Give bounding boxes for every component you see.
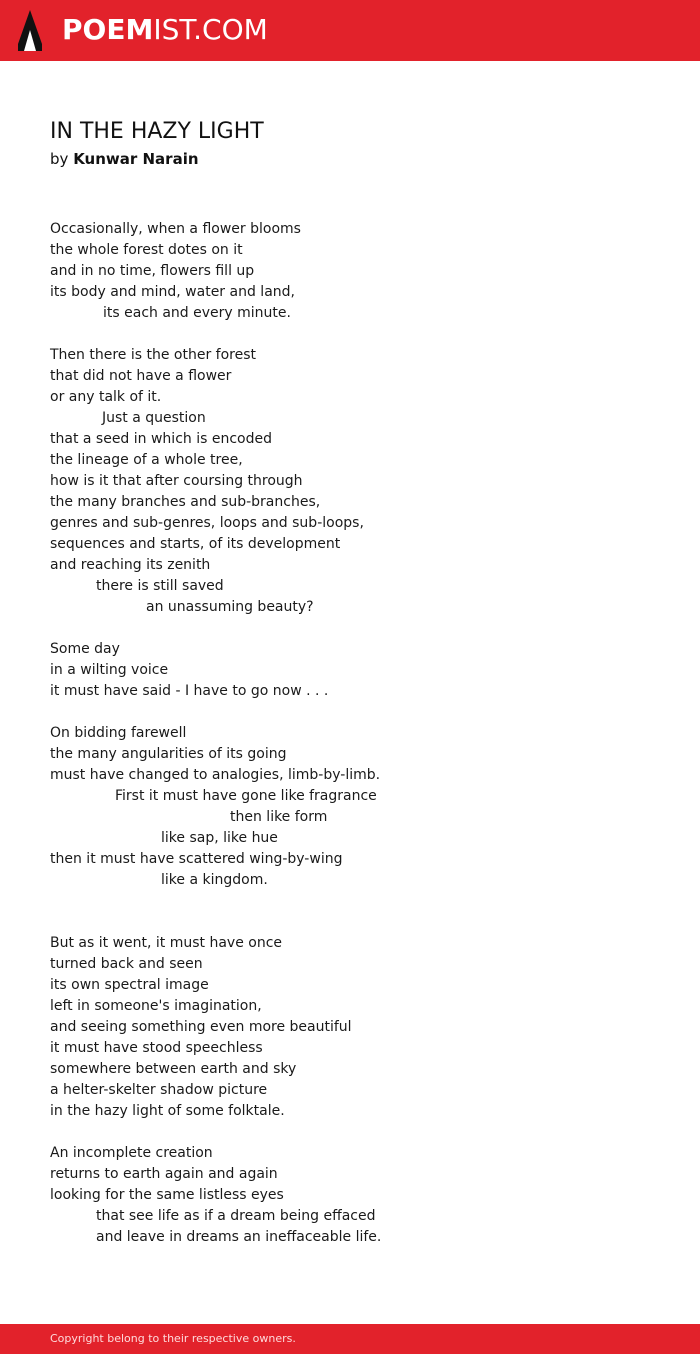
poem-line: how is it that after coursing through xyxy=(50,473,303,489)
poem-line: somewhere between earth and sky xyxy=(50,1061,297,1077)
poem-line: the many angularities of its going xyxy=(50,746,287,762)
poem-line: left in someone's imagination, xyxy=(50,998,262,1014)
stanza-break xyxy=(50,891,650,933)
poem-line: it must have said - I have to go now . . . xyxy=(50,683,329,699)
poem-line: and reaching its zenith xyxy=(50,557,211,573)
poem-line: Just a question xyxy=(102,410,206,426)
poem-line: and in no time, flowers fill up xyxy=(50,263,255,279)
poem-line: then it must have scattered wing-by-wing xyxy=(50,851,343,867)
poem-line: First it must have gone like fragrance xyxy=(115,788,377,804)
poem-line: the whole forest dotes on it xyxy=(50,242,243,258)
poem-line: returns to earth again and again xyxy=(50,1166,278,1182)
stanza-break xyxy=(50,618,650,639)
poem-line: that did not have a flower xyxy=(50,368,232,384)
poem-line: its own spectral image xyxy=(50,977,209,993)
stanza-break xyxy=(50,1122,650,1143)
poem-line: then like form xyxy=(230,809,328,825)
poem-line: and leave in dreams an ineffaceable life. xyxy=(96,1229,382,1245)
poem-line: that a seed in which is encoded xyxy=(50,431,272,447)
site-footer xyxy=(0,1324,700,1354)
poem-line: sequences and starts, of its development xyxy=(50,536,341,552)
pencil-logo-icon[interactable] xyxy=(18,10,42,51)
poem-line: must have changed to analogies, limb-by-limb. xyxy=(50,767,381,783)
by-label: by xyxy=(50,150,69,168)
poem-line: looking for the same listless eyes xyxy=(50,1187,284,1203)
logo-text-light: IST.COM xyxy=(153,13,268,46)
poem-line: Then there is the other forest xyxy=(50,347,256,363)
poem-line: like a kingdom. xyxy=(161,872,268,888)
poem-line: it must have stood speechless xyxy=(50,1040,263,1056)
site-logo-text[interactable] xyxy=(62,12,268,48)
stanza-break xyxy=(50,702,650,723)
poem-line: in a wilting voice xyxy=(50,662,169,678)
copyright-notice: Copyright belong to their respective owners. xyxy=(50,1332,296,1345)
poem-line: On bidding farewell xyxy=(50,725,187,741)
poem-line: in the hazy light of some folktale. xyxy=(50,1103,285,1119)
byline xyxy=(50,148,199,170)
poem-title: IN THE HAZY LIGHT xyxy=(50,119,264,144)
poem-line: there is still saved xyxy=(96,578,224,594)
poem-line: like sap, like hue xyxy=(161,830,278,846)
poem-line: an unassuming beauty? xyxy=(146,599,314,615)
poem-line: But as it went, it must have once xyxy=(50,935,283,951)
logo-text-bold: POEM xyxy=(62,13,154,46)
poem-line: that see life as if a dream being effaced xyxy=(96,1208,376,1224)
poem-line: genres and sub-genres, loops and sub-loops, xyxy=(50,515,364,531)
poem-line: a helter-skelter shadow picture xyxy=(50,1082,268,1098)
site-header xyxy=(0,0,700,61)
poem-line: Occasionally, when a flower blooms xyxy=(50,221,301,237)
stanza-break xyxy=(50,324,650,345)
author-name: Kunwar Narain xyxy=(73,150,199,168)
poem-line: or any talk of it. xyxy=(50,389,162,405)
poem-line: its each and every minute. xyxy=(103,305,291,321)
poem-body xyxy=(50,219,650,1248)
poem-line: An incomplete creation xyxy=(50,1145,213,1161)
poem-line: the lineage of a whole tree, xyxy=(50,452,243,468)
poem-line: the many branches and sub-branches, xyxy=(50,494,321,510)
poem-line: its body and mind, water and land, xyxy=(50,284,295,300)
poem-line: Some day xyxy=(50,641,120,657)
poem-line: turned back and seen xyxy=(50,956,203,972)
poem-line: and seeing something even more beautiful xyxy=(50,1019,352,1035)
